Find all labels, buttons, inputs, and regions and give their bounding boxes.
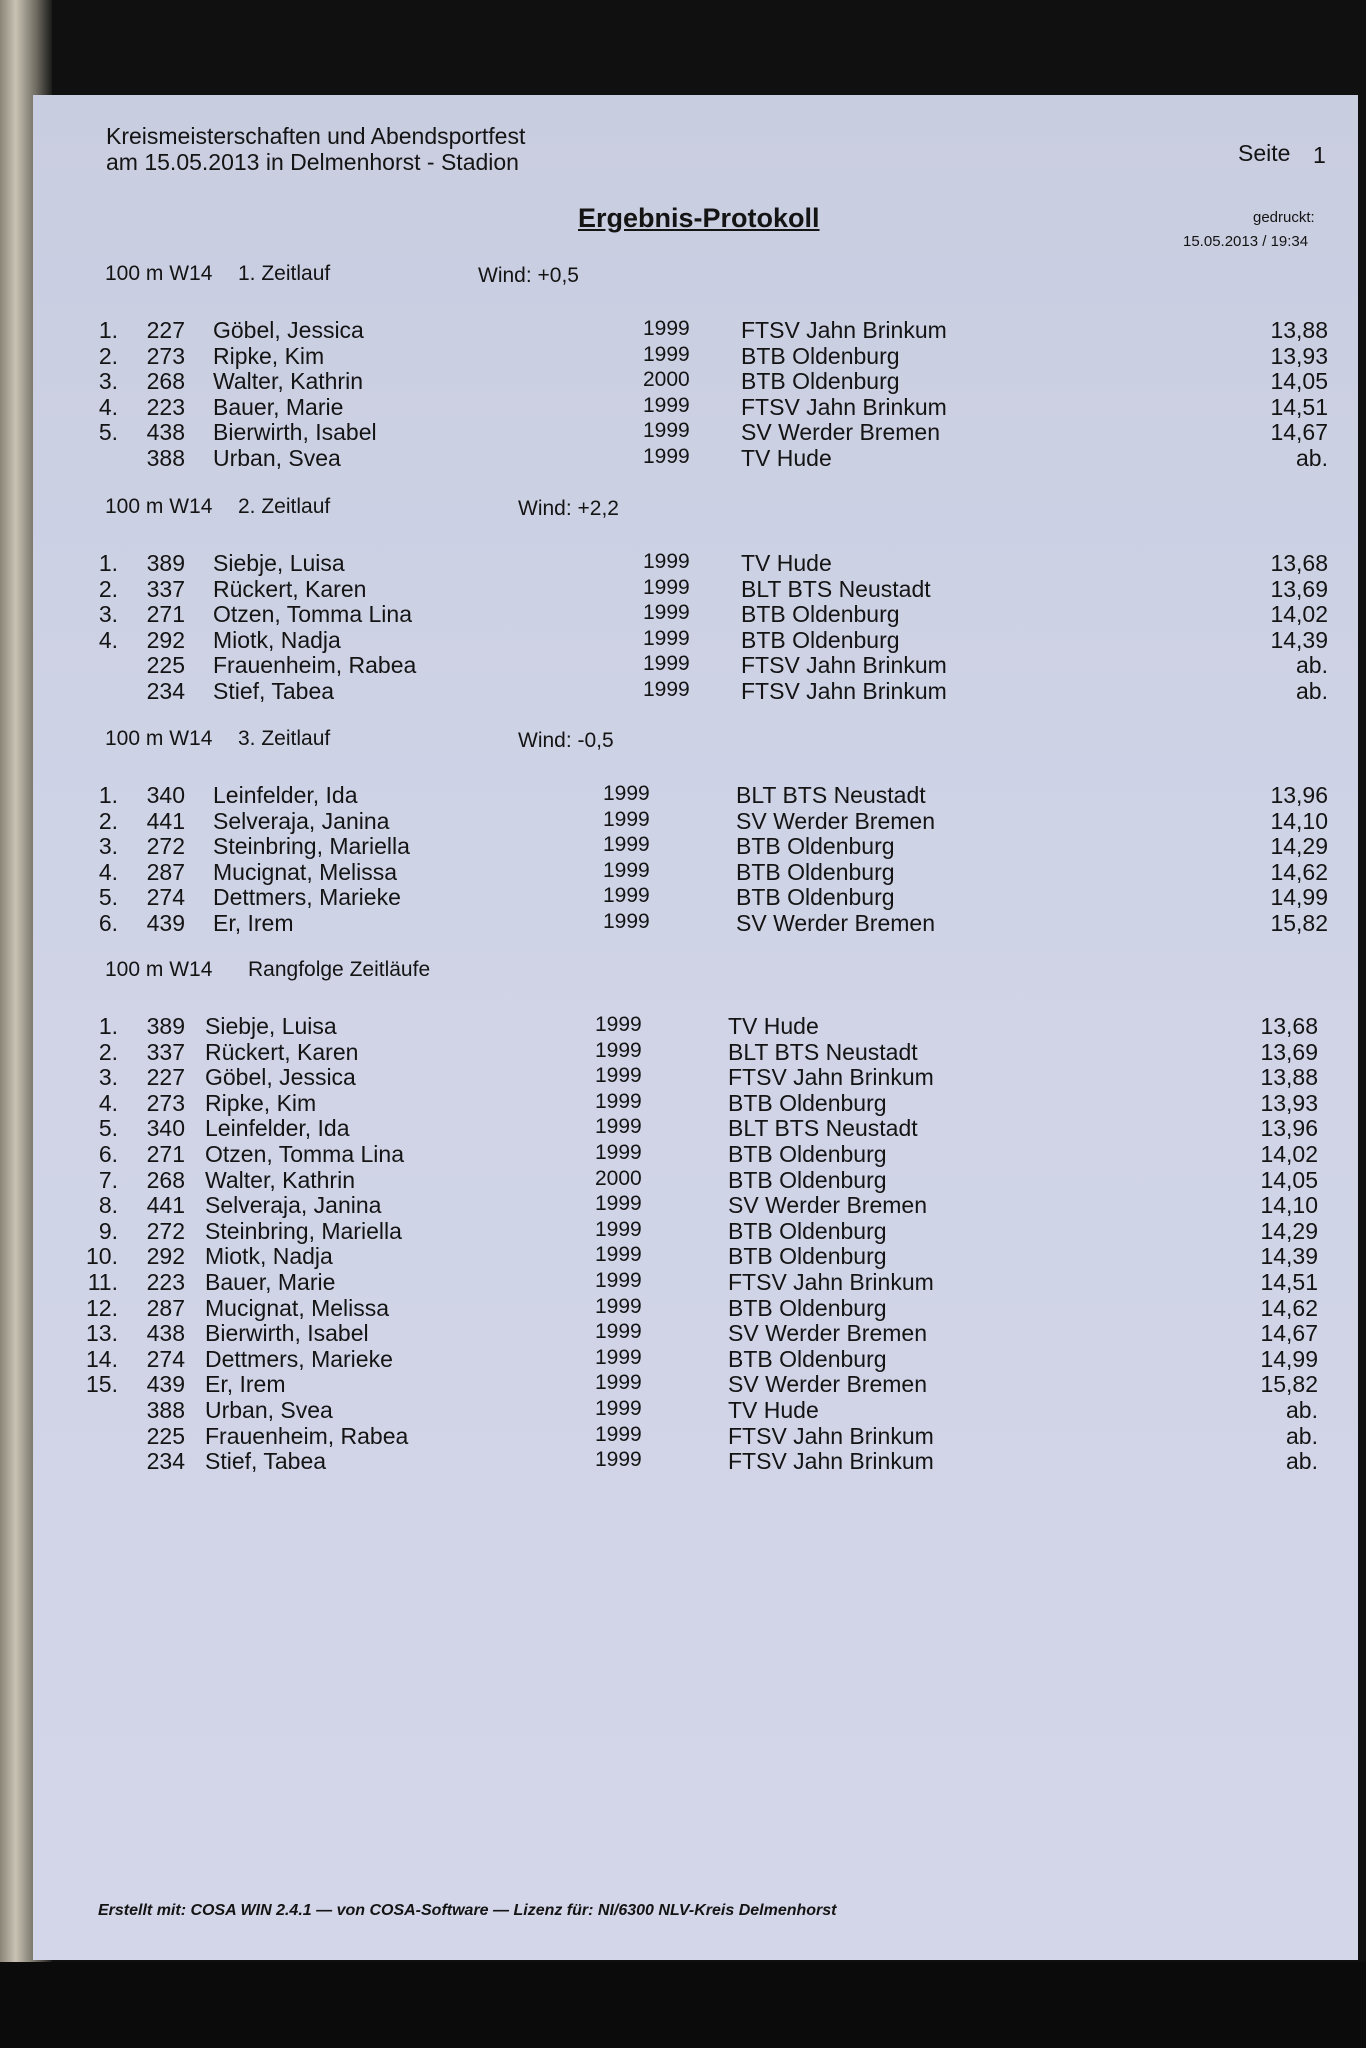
result-cell: 15,82	[1270, 910, 1328, 936]
result-row	[33, 368, 1358, 394]
result-cell: 13,93	[1260, 1089, 1318, 1116]
athlete-name-cell: Stief, Tabea	[213, 678, 335, 704]
bib-cell: 272	[146, 1217, 185, 1244]
club-cell: BLT BTS Neustadt	[741, 575, 931, 602]
place-cell: 6.	[98, 910, 118, 936]
athlete-name-cell: Dettmers, Marieke	[205, 1345, 393, 1372]
result-row	[33, 394, 1358, 420]
club-cell: FTSV Jahn Brinkum	[741, 317, 947, 343]
bib-cell: 389	[146, 1013, 185, 1039]
place-cell: 6.	[98, 1141, 118, 1167]
birth-year-cell: 1999	[595, 1294, 642, 1318]
club-cell: BTB Oldenburg	[728, 1217, 887, 1244]
section-heat-label: Rangfolge Zeitläufe	[248, 958, 431, 981]
result-cell: 14,67	[1270, 419, 1328, 446]
club-cell: FTSV Jahn Brinkum	[728, 1269, 934, 1295]
bib-cell: 441	[146, 807, 185, 834]
result-cell: 13,68	[1270, 550, 1328, 576]
result-cell: 13,88	[1270, 317, 1328, 343]
bib-cell: 268	[146, 1166, 185, 1193]
club-cell: BTB Oldenburg	[728, 1089, 887, 1116]
athlete-name-cell: Siebje, Luisa	[213, 550, 345, 576]
place-cell: 5.	[98, 419, 118, 446]
result-cell: 13,68	[1260, 1013, 1318, 1039]
bib-cell: 271	[146, 1141, 185, 1167]
place-cell: 14.	[86, 1345, 118, 1372]
place-cell: 10.	[86, 1243, 118, 1270]
result-cell: 14,02	[1270, 601, 1328, 628]
result-cell: ab.	[1296, 652, 1328, 679]
club-cell: BTB Oldenburg	[741, 626, 900, 653]
bib-cell: 388	[146, 1397, 185, 1423]
club-cell: BLT BTS Neustadt	[728, 1038, 918, 1065]
bib-cell: 223	[146, 393, 185, 420]
club-cell: BTB Oldenburg	[728, 1345, 887, 1372]
section-heat-label: 1. Zeitlauf	[238, 262, 331, 285]
birth-year-cell: 1999	[643, 317, 690, 340]
event-title-line1: Kreismeisterschaften und Abendsportfest	[106, 123, 526, 149]
athlete-name-cell: Mucignat, Melissa	[205, 1294, 390, 1321]
athlete-name-cell: Urban, Svea	[205, 1397, 333, 1423]
birth-year-cell: 1999	[643, 601, 690, 625]
result-cell: ab.	[1286, 1397, 1318, 1423]
result-row	[33, 1039, 1358, 1065]
athlete-name-cell: Rückert, Karen	[213, 575, 367, 602]
birth-year-cell: 1999	[643, 575, 690, 599]
result-cell: 14,02	[1260, 1141, 1318, 1167]
bib-cell: 439	[146, 1371, 185, 1398]
result-cell: 14,39	[1260, 1243, 1318, 1270]
result-cell: 14,62	[1260, 1294, 1318, 1321]
section-event-label: 100 m W14	[105, 495, 213, 518]
result-row	[33, 910, 1358, 936]
club-cell: SV Werder Bremen	[736, 910, 935, 936]
result-row	[33, 550, 1358, 576]
result-cell: 14,99	[1270, 884, 1328, 911]
birth-year-cell: 1999	[643, 652, 690, 676]
place-cell: 5.	[98, 884, 118, 911]
club-cell: BLT BTS Neustadt	[736, 782, 926, 808]
section-event-label: 100 m W14	[105, 727, 213, 750]
club-cell: TV Hude	[741, 550, 832, 576]
bib-cell: 439	[146, 910, 185, 936]
birth-year-cell: 1999	[595, 1115, 642, 1139]
place-cell: 4.	[98, 626, 118, 653]
result-cell: 14,39	[1270, 626, 1328, 653]
result-cell: 14,29	[1260, 1217, 1318, 1244]
result-row	[33, 1243, 1358, 1269]
club-cell: FTSV Jahn Brinkum	[728, 1064, 934, 1091]
result-row	[33, 627, 1358, 653]
club-cell: FTSV Jahn Brinkum	[741, 393, 947, 420]
club-cell: SV Werder Bremen	[728, 1192, 927, 1219]
result-cell: ab.	[1286, 1448, 1318, 1475]
place-cell: 2.	[98, 575, 118, 602]
results-sheet	[33, 95, 1358, 1960]
club-cell: BTB Oldenburg	[736, 833, 895, 860]
club-cell: BLT BTS Neustadt	[728, 1115, 918, 1142]
result-row	[33, 1064, 1358, 1090]
athlete-name-cell: Mucignat, Melissa	[213, 858, 398, 885]
bib-cell: 340	[146, 782, 185, 808]
club-cell: BTB Oldenburg	[741, 368, 900, 395]
result-row	[33, 576, 1358, 602]
birth-year-cell: 1999	[595, 1397, 642, 1420]
bib-cell: 273	[146, 342, 185, 369]
result-row	[33, 317, 1358, 343]
event-title-line2: am 15.05.2013 in Delmenhorst - Stadion	[106, 149, 519, 175]
athlete-name-cell: Siebje, Luisa	[205, 1013, 337, 1039]
result-cell: 13,88	[1260, 1064, 1318, 1091]
birth-year-cell: 1999	[595, 1038, 642, 1062]
result-row	[33, 445, 1358, 471]
result-row	[33, 1448, 1358, 1474]
bib-cell: 225	[146, 652, 185, 679]
club-cell: BTB Oldenburg	[741, 342, 900, 369]
result-row	[33, 343, 1358, 369]
result-cell: 13,69	[1270, 575, 1328, 602]
birth-year-cell: 1999	[603, 884, 650, 908]
birth-year-cell: 2000	[595, 1166, 642, 1190]
birth-year-cell: 1999	[595, 1320, 642, 1344]
result-row	[33, 884, 1358, 910]
result-cell: 14,05	[1260, 1166, 1318, 1193]
club-cell: TV Hude	[728, 1013, 819, 1039]
result-row	[33, 1218, 1358, 1244]
section-wind: Wind: -0,5	[518, 729, 614, 752]
club-cell: SV Werder Bremen	[728, 1320, 927, 1347]
birth-year-cell: 1999	[643, 393, 690, 417]
birth-year-cell: 1999	[595, 1192, 642, 1216]
birth-year-cell: 1999	[595, 1448, 642, 1472]
section-heat-label: 2. Zeitlauf	[238, 495, 331, 518]
place-cell: 4.	[98, 393, 118, 420]
result-row	[33, 782, 1358, 808]
athlete-name-cell: Stief, Tabea	[205, 1448, 327, 1475]
result-cell: 15,82	[1260, 1371, 1318, 1398]
bib-cell: 287	[146, 858, 185, 885]
birth-year-cell: 1999	[595, 1422, 642, 1446]
section-wind: Wind: +2,2	[518, 497, 619, 520]
athlete-name-cell: Otzen, Tomma Lina	[205, 1141, 405, 1167]
birth-year-cell: 1999	[595, 1269, 642, 1292]
result-row	[33, 1167, 1358, 1193]
place-cell: 13.	[86, 1320, 118, 1347]
bib-cell: 268	[146, 368, 185, 395]
birth-year-cell: 1999	[603, 833, 650, 857]
place-cell: 1.	[98, 550, 118, 576]
result-row	[33, 678, 1358, 704]
birth-year-cell: 1999	[643, 678, 690, 701]
birth-year-cell: 2000	[643, 368, 690, 392]
athlete-name-cell: Bierwirth, Isabel	[205, 1320, 369, 1347]
bib-cell: 274	[146, 1345, 185, 1372]
athlete-name-cell: Göbel, Jessica	[213, 317, 364, 343]
section-event-label: 100 m W14	[105, 262, 213, 285]
result-cell: 14,62	[1270, 858, 1328, 885]
result-row	[33, 1115, 1358, 1141]
place-cell: 3.	[98, 833, 118, 860]
result-cell: 14,10	[1260, 1192, 1318, 1219]
result-row	[33, 808, 1358, 834]
club-cell: BTB Oldenburg	[728, 1166, 887, 1193]
athlete-name-cell: Selveraja, Janina	[213, 807, 390, 834]
result-cell: 14,51	[1270, 393, 1328, 420]
birth-year-cell: 1999	[603, 858, 650, 882]
result-cell: 14,29	[1270, 833, 1328, 860]
bib-cell: 340	[146, 1115, 185, 1142]
bib-cell: 272	[146, 833, 185, 860]
result-cell: 14,10	[1270, 807, 1328, 834]
club-cell: BTB Oldenburg	[728, 1294, 887, 1321]
athlete-name-cell: Leinfelder, Ida	[205, 1115, 350, 1142]
club-cell: FTSV Jahn Brinkum	[728, 1448, 934, 1475]
athlete-name-cell: Miotk, Nadja	[213, 626, 341, 653]
club-cell: SV Werder Bremen	[736, 807, 935, 834]
birth-year-cell: 1999	[595, 1141, 642, 1164]
athlete-name-cell: Bauer, Marie	[213, 393, 344, 420]
result-cell: ab.	[1296, 678, 1328, 704]
birth-year-cell: 1999	[595, 1345, 642, 1369]
club-cell: TV Hude	[728, 1397, 819, 1423]
result-row	[33, 1320, 1358, 1346]
athlete-name-cell: Steinbring, Mariella	[213, 833, 410, 860]
place-cell: 3.	[98, 601, 118, 628]
result-row	[33, 1090, 1358, 1116]
club-cell: BTB Oldenburg	[736, 884, 895, 911]
result-cell: ab.	[1296, 445, 1328, 471]
bib-cell: 223	[146, 1269, 185, 1295]
bib-cell: 438	[146, 419, 185, 446]
athlete-name-cell: Rückert, Karen	[205, 1038, 359, 1065]
athlete-name-cell: Bierwirth, Isabel	[213, 419, 377, 446]
document-title: Ergebnis-Protokoll	[578, 203, 820, 233]
athlete-name-cell: Frauenheim, Rabea	[205, 1422, 409, 1449]
place-cell: 3.	[98, 1064, 118, 1091]
place-cell: 12.	[86, 1294, 118, 1321]
bib-cell: 292	[146, 626, 185, 653]
athlete-name-cell: Er, Irem	[213, 910, 294, 936]
bib-cell: 234	[146, 678, 185, 704]
birth-year-cell: 1999	[643, 342, 690, 366]
bib-cell: 438	[146, 1320, 185, 1347]
athlete-name-cell: Bauer, Marie	[205, 1269, 336, 1295]
result-row	[33, 1141, 1358, 1167]
athlete-name-cell: Frauenheim, Rabea	[213, 652, 417, 679]
athlete-name-cell: Miotk, Nadja	[205, 1243, 333, 1270]
club-cell: BTB Oldenburg	[728, 1243, 887, 1270]
athlete-name-cell: Ripke, Kim	[213, 342, 325, 369]
bib-cell: 287	[146, 1294, 185, 1321]
athlete-name-cell: Ripke, Kim	[205, 1089, 317, 1116]
place-cell: 4.	[98, 1089, 118, 1116]
athlete-name-cell: Selveraja, Janina	[205, 1192, 382, 1219]
place-cell: 8.	[98, 1192, 118, 1219]
result-row	[33, 1192, 1358, 1218]
birth-year-cell: 1999	[603, 807, 650, 831]
result-cell: 14,99	[1260, 1345, 1318, 1372]
result-cell: 14,51	[1260, 1269, 1318, 1295]
place-cell: 5.	[98, 1115, 118, 1142]
section-heat-label: 3. Zeitlauf	[238, 727, 331, 750]
place-cell: 2.	[98, 342, 118, 369]
place-cell: 7.	[98, 1166, 118, 1193]
athlete-name-cell: Leinfelder, Ida	[213, 782, 358, 808]
result-row	[33, 1346, 1358, 1372]
athlete-name-cell: Walter, Kathrin	[213, 368, 363, 395]
bib-cell: 389	[146, 550, 185, 576]
printed-label: gedruckt:	[1253, 209, 1315, 226]
bib-cell: 274	[146, 884, 185, 911]
result-cell: ab.	[1286, 1422, 1318, 1449]
frame-bottom	[0, 1962, 1366, 2048]
result-row	[33, 1013, 1358, 1039]
section-event-label: 100 m W14	[105, 958, 213, 981]
place-cell: 15.	[86, 1371, 118, 1398]
place-cell: 1.	[98, 1013, 118, 1039]
athlete-name-cell: Dettmers, Marieke	[213, 884, 401, 911]
birth-year-cell: 1999	[595, 1217, 642, 1241]
result-row	[33, 652, 1358, 678]
bib-cell: 273	[146, 1089, 185, 1116]
place-cell: 3.	[98, 368, 118, 395]
birth-year-cell: 1999	[595, 1013, 642, 1036]
result-row	[33, 1371, 1358, 1397]
bib-cell: 234	[146, 1448, 185, 1475]
club-cell: FTSV Jahn Brinkum	[728, 1422, 934, 1449]
result-row	[33, 833, 1358, 859]
place-cell: 9.	[98, 1217, 118, 1244]
athlete-name-cell: Steinbring, Mariella	[205, 1217, 402, 1244]
club-cell: TV Hude	[741, 445, 832, 471]
birth-year-cell: 1999	[595, 1243, 642, 1267]
result-cell: 14,05	[1270, 368, 1328, 395]
result-row	[33, 859, 1358, 885]
result-cell: 13,69	[1260, 1038, 1318, 1065]
club-cell: FTSV Jahn Brinkum	[741, 652, 947, 679]
result-cell: 14,67	[1260, 1320, 1318, 1347]
club-cell: BTB Oldenburg	[741, 601, 900, 628]
bib-cell: 441	[146, 1192, 185, 1219]
club-cell: BTB Oldenburg	[728, 1141, 887, 1167]
result-row	[33, 1423, 1358, 1449]
result-row	[33, 419, 1358, 445]
athlete-name-cell: Er, Irem	[205, 1371, 286, 1398]
page-label: Seite	[1238, 140, 1291, 166]
birth-year-cell: 1999	[603, 910, 650, 933]
result-cell: 13,96	[1270, 782, 1328, 808]
bib-cell: 225	[146, 1422, 185, 1449]
birth-year-cell: 1999	[643, 445, 690, 468]
bib-cell: 271	[146, 601, 185, 628]
place-cell: 2.	[98, 1038, 118, 1065]
club-cell: BTB Oldenburg	[736, 858, 895, 885]
section-wind: Wind: +0,5	[478, 264, 579, 287]
birth-year-cell: 1999	[595, 1064, 642, 1088]
result-row	[33, 1397, 1358, 1423]
bib-cell: 292	[146, 1243, 185, 1270]
place-cell: 11.	[87, 1269, 118, 1295]
birth-year-cell: 1999	[603, 782, 650, 805]
athlete-name-cell: Otzen, Tomma Lina	[213, 601, 413, 628]
place-cell: 1.	[98, 782, 118, 808]
athlete-name-cell: Göbel, Jessica	[205, 1064, 356, 1091]
bib-cell: 337	[146, 1038, 185, 1065]
result-row	[33, 601, 1358, 627]
result-cell: 13,96	[1260, 1115, 1318, 1142]
result-row	[33, 1269, 1358, 1295]
bib-cell: 337	[146, 575, 185, 602]
club-cell: SV Werder Bremen	[741, 419, 940, 446]
birth-year-cell: 1999	[595, 1371, 642, 1395]
printed-timestamp: 15.05.2013 / 19:34	[1183, 233, 1309, 250]
athlete-name-cell: Urban, Svea	[213, 445, 341, 471]
athlete-name-cell: Walter, Kathrin	[205, 1166, 355, 1193]
birth-year-cell: 1999	[643, 550, 690, 573]
result-row	[33, 1295, 1358, 1321]
birth-year-cell: 1999	[595, 1089, 642, 1113]
place-cell: 2.	[98, 807, 118, 834]
birth-year-cell: 1999	[643, 419, 690, 443]
page-number: 1	[1313, 142, 1326, 168]
club-cell: FTSV Jahn Brinkum	[741, 678, 947, 704]
bib-cell: 227	[146, 317, 185, 343]
footer-credits: Erstellt mit: COSA WIN 2.4.1 — von COSA-Software — Lizenz für: NI/6300 NLV-Kreis Delmenhorst	[98, 1902, 837, 1919]
bib-cell: 227	[146, 1064, 185, 1091]
bib-cell: 388	[146, 445, 185, 471]
birth-year-cell: 1999	[643, 626, 690, 650]
place-cell: 4.	[98, 858, 118, 885]
club-cell: SV Werder Bremen	[728, 1371, 927, 1398]
result-cell: 13,93	[1270, 342, 1328, 369]
place-cell: 1.	[98, 317, 118, 343]
